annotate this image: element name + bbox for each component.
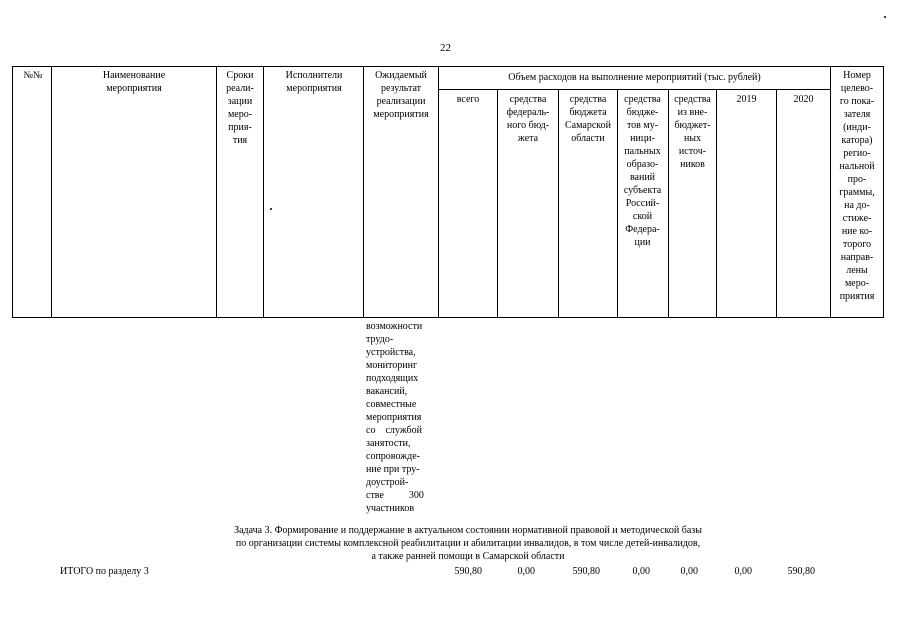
- total-value-2019: 0,00: [734, 566, 752, 577]
- total-value-federal: 0,00: [517, 566, 535, 577]
- header-municipal: [617, 93, 668, 249]
- header-result: [364, 69, 438, 121]
- total-label: ИТОГО по разделу 3: [60, 566, 149, 577]
- task-lines-line: а также ранней помощи в Самарской области: [371, 551, 565, 562]
- header-terms-line: зации: [227, 96, 253, 107]
- header-indicator-line: граммы,: [839, 187, 875, 198]
- task-heading: [180, 524, 756, 563]
- total-value-all: 590,80: [454, 566, 482, 577]
- header-indicator-line: стиже-: [842, 213, 872, 224]
- header-name-line: Наименование: [102, 70, 166, 81]
- continuation-lines-line: со службой: [366, 425, 422, 436]
- header-executors: [265, 69, 363, 95]
- continuation-lines-line: занятости,: [366, 438, 411, 449]
- header-indicator-line: регио-: [843, 148, 871, 159]
- continuation-lines-line: мероприятия: [366, 412, 422, 423]
- continuation-lines-line: возможности: [366, 321, 423, 332]
- header-total: [439, 93, 497, 106]
- header-indicator-line: нальной: [839, 161, 875, 172]
- header-2019-line: 2019: [736, 94, 757, 105]
- total-value-2020: 590,80: [787, 566, 815, 577]
- header-indicator-line: про-: [847, 174, 867, 185]
- header-indicator-line: целево-: [840, 83, 874, 94]
- header-federal-line: средства: [509, 94, 547, 105]
- header-regional-line: области: [571, 133, 605, 144]
- header-volume: [439, 71, 830, 84]
- header-indicator-line: направ-: [840, 252, 874, 263]
- header-federal-line: федераль-: [506, 107, 550, 118]
- stray-mark: [270, 208, 272, 210]
- continuation-lines-line: сопровожде-: [366, 451, 420, 462]
- header-num-line: №№: [23, 70, 43, 81]
- continuation-lines-line: стве 300: [366, 490, 424, 501]
- header-federal: [498, 93, 558, 145]
- header-name-line: мероприятия: [106, 83, 162, 94]
- continuation-lines-line: совместные: [366, 399, 417, 410]
- header-indicator-line: зателя: [843, 109, 871, 120]
- header-2020: [777, 93, 830, 106]
- continuation-lines-line: мониторинг: [366, 360, 418, 371]
- header-result-line: мероприятия: [373, 109, 429, 120]
- header-2020-line: 2020: [793, 94, 814, 105]
- header-municipal-line: субъекта: [623, 185, 662, 196]
- continuation-lines-line: вакансий,: [366, 386, 408, 397]
- task-lines-line: Задача 3. Формирование и поддержание в актуальном состоянии нормативной правовой и методической базы: [234, 525, 702, 536]
- header-municipal-line: пальных: [624, 146, 661, 157]
- header-indicator-line: Номер: [843, 70, 871, 81]
- header-extra-line: источ-: [678, 146, 707, 157]
- header-regional: [559, 93, 617, 145]
- task-lines-line: по организации системы комплексной реабилитации и абилитации инвалидов, в том числе детей-инвалидов,: [235, 538, 701, 549]
- header-result-line: Ожидаемый: [375, 70, 427, 81]
- header-indicator-line: меро-: [844, 278, 870, 289]
- header-municipal-line: ваний: [629, 172, 656, 183]
- header-extra: [669, 93, 716, 171]
- total-value-extra: 0,00: [680, 566, 698, 577]
- header-num: [15, 69, 51, 82]
- header-extra-line: из вне-: [677, 107, 708, 118]
- header-regional-line: средства: [569, 94, 607, 105]
- continuation-lines-line: трудо-: [366, 334, 394, 345]
- continuation-lines-line: устройства,: [366, 347, 416, 358]
- table-header: [12, 66, 884, 318]
- continuation-lines-line: участников: [366, 503, 415, 514]
- header-extra-line: ников: [680, 159, 705, 170]
- header-executors-line: Исполнители: [285, 70, 343, 81]
- header-regional-line: Самарской: [565, 120, 611, 131]
- header-executors-line: мероприятия: [286, 83, 342, 94]
- header-indicator-line: приятия: [839, 291, 875, 302]
- header-indicator-line: торого: [842, 239, 872, 250]
- header-regional-line: бюджета: [569, 107, 607, 118]
- header-extra-line: ных: [683, 133, 702, 144]
- header-indicator-line: го пока-: [839, 96, 875, 107]
- page-number: 22: [440, 42, 451, 54]
- header-result-line: результат: [380, 83, 422, 94]
- header-municipal-line: бюдже-: [626, 107, 659, 118]
- header-indicator-line: лены: [846, 265, 868, 276]
- header-indicator-line: катора): [841, 135, 873, 146]
- header-federal-line: жета: [517, 133, 539, 144]
- header-2019: [717, 93, 776, 106]
- continuation-lines-line: доустрой-: [366, 477, 409, 488]
- header-terms-line: меро-: [227, 109, 253, 120]
- header-terms-line: прия-: [228, 122, 252, 133]
- header-municipal-line: Россий-: [625, 198, 660, 209]
- header-municipal-line: Федера-: [625, 224, 660, 235]
- header-terms-line: тия: [232, 135, 248, 146]
- header-name: [53, 69, 215, 95]
- header-indicator-line: (инди-: [843, 122, 871, 133]
- header-total-line: всего: [456, 94, 480, 105]
- header-indicator-line: ние ко-: [841, 226, 873, 237]
- header-municipal-line: образо-: [626, 159, 659, 170]
- header-indicator-line: на до-: [844, 200, 870, 211]
- continuation-lines-line: подходящих: [366, 373, 419, 384]
- header-extra-line: средства: [674, 94, 711, 105]
- total-value-regional: 590,80: [572, 566, 600, 577]
- total-value-municipal: 0,00: [632, 566, 650, 577]
- header-terms-line: реали-: [226, 83, 254, 94]
- header-municipal-line: средства: [624, 94, 661, 105]
- expected-result-continuation: [366, 320, 438, 515]
- header-volume-line: Объем расходов на выполнение мероприятий (тыс. рублей): [508, 72, 761, 83]
- stray-mark: [884, 16, 886, 18]
- header-extra-line: бюджет-: [674, 120, 711, 131]
- header-municipal-line: ници-: [630, 133, 655, 144]
- header-municipal-line: тов му-: [626, 120, 659, 131]
- header-terms-line: Сроки: [226, 70, 254, 81]
- header-result-line: реализации: [376, 96, 426, 107]
- header-indicator: [831, 69, 883, 303]
- header-municipal-line: ции: [634, 237, 651, 248]
- header-federal-line: ного бюд-: [506, 120, 550, 131]
- continuation-lines-line: ние при тру-: [366, 464, 420, 475]
- header-terms: [217, 69, 263, 147]
- header-municipal-line: ской: [632, 211, 653, 222]
